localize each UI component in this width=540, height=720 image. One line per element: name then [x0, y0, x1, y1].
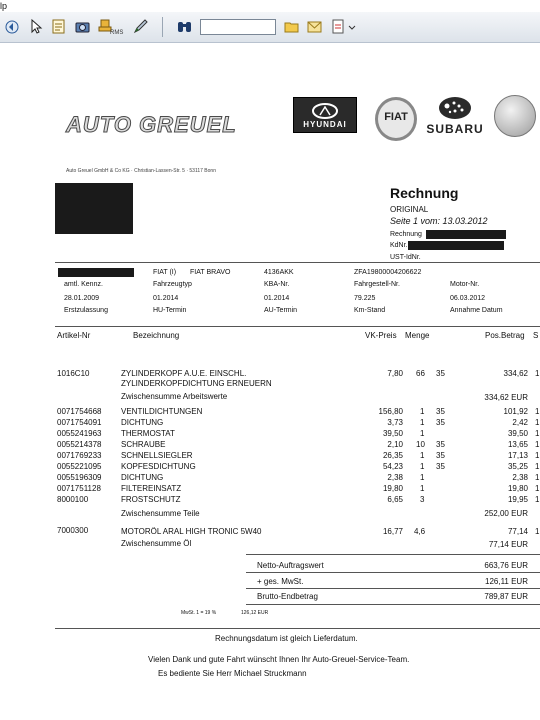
article-number: 0071769233: [57, 451, 102, 460]
invoice-number-label: Rechnung: [390, 231, 422, 238]
unit-price: 26,35: [382, 451, 403, 460]
unit-price: 2,38: [387, 473, 403, 482]
position-amount: 17,13: [507, 451, 528, 460]
row-flag: 1: [535, 407, 540, 416]
unit-price: 6,65: [387, 495, 403, 504]
divider-line: [246, 604, 540, 605]
position-amount: 334,62: [503, 369, 528, 378]
brand-name-subaru: SUBARU: [426, 122, 484, 136]
item-description: SCHNELLSIEGLER: [121, 451, 193, 460]
column-header-price: VK-Preis: [365, 331, 397, 340]
quantity: 1: [420, 429, 425, 438]
label-vin: Fahrgestell-Nr.: [354, 281, 400, 288]
gross-amount: 789,87 EUR: [484, 592, 528, 601]
position-amount: 35,25: [507, 462, 528, 471]
row-flag: 1: [535, 369, 540, 378]
column-header-description: Bezeichnung: [133, 331, 180, 340]
divider-line: [246, 588, 540, 589]
toolbar: [0, 12, 540, 43]
quantity: 1: [420, 407, 425, 416]
tax-code: 35: [436, 407, 445, 416]
item-description: SCHRAUBE: [121, 440, 166, 449]
vehicle-vin: ZFA19800004206622: [354, 269, 422, 276]
toolbar-separator: [162, 17, 163, 37]
company-logo-text: AUTO GREUEL: [66, 112, 237, 137]
label-vehicle-type: Fahrzeugtyp: [153, 281, 192, 288]
article-number: 0071754668: [57, 407, 102, 416]
vat-breakdown-amount: 126,12 EUR: [241, 610, 269, 616]
redacted-invoice-number: [426, 230, 506, 239]
customer-number-label: KdNr.: [390, 242, 408, 249]
position-amount: 2,38: [512, 473, 528, 482]
unit-price: 54,23: [382, 462, 403, 471]
divider-line: [55, 628, 540, 629]
label-engine-number: Motor-Nr.: [450, 281, 480, 288]
item-description: ZYLINDERKOPFDICHTUNG ERNEUERN: [121, 379, 272, 388]
unit-price: 16,77: [382, 527, 403, 536]
vat-label: + ges. MwSt.: [257, 577, 304, 586]
mileage: 79.225: [354, 295, 376, 302]
subtotal-label: Zwischensumme Teile: [121, 509, 200, 518]
article-number: 0055196309: [57, 473, 102, 482]
label-license-plate: amtl. Kennz.: [64, 281, 103, 288]
row-flag: 1: [535, 527, 540, 536]
window-title: lp: [0, 0, 540, 12]
document-icon[interactable]: [50, 18, 67, 35]
subtotal-amount: 252,00 EUR: [484, 509, 528, 518]
article-number: 0071751128: [57, 484, 101, 493]
item-description: THERMOSTAT: [121, 429, 175, 438]
position-amount: 19,95: [507, 495, 528, 504]
article-number: 0071754091: [57, 418, 102, 427]
quantity: 66: [416, 369, 425, 378]
search-field[interactable]: [200, 19, 276, 35]
quantity: 1: [420, 462, 425, 471]
redacted-recipient-address: [55, 183, 133, 234]
article-number: 0055241963: [57, 429, 102, 438]
vehicle-make: FIAT (I): [153, 269, 177, 276]
footer-served-by: Es bediente Sie Herr Michael Struckmann: [158, 669, 307, 678]
divider-line: [55, 326, 540, 327]
brand-name-fiat: FIAT: [384, 111, 408, 123]
position-amount: 39,50: [507, 429, 528, 438]
position-amount: 13,65: [507, 440, 528, 449]
position-amount: 19,80: [507, 484, 528, 493]
round-emblem-logo: [494, 95, 536, 137]
quantity: 3: [420, 495, 425, 504]
camera-icon[interactable]: [74, 18, 91, 35]
pen-icon[interactable]: [132, 18, 149, 35]
item-description: DICHTUNG: [121, 473, 164, 482]
subtotal-amount: 334,62 EUR: [484, 393, 528, 402]
unit-price: 19,80: [382, 484, 403, 493]
folder-icon[interactable]: [283, 18, 300, 35]
au-date: 01.2014: [264, 295, 290, 302]
hu-date: 01.2014: [153, 295, 179, 302]
column-header-position-amount: Pos.Betrag: [485, 331, 525, 340]
invoice-original: ORIGINAL: [390, 205, 429, 214]
item-description: KOPFESDICHTUNG: [121, 462, 196, 471]
row-flag: 1: [535, 462, 540, 471]
tax-code: 35: [436, 369, 445, 378]
label-hu-date: HU-Termin: [153, 307, 187, 314]
item-description: FROSTSCHUTZ: [121, 495, 181, 504]
label-au-date: AU-Termin: [264, 307, 298, 314]
quantity: 1: [420, 484, 425, 493]
column-header-article: Artikel-Nr: [57, 331, 91, 340]
quantity: 4,6: [414, 527, 426, 536]
divider-line: [246, 554, 540, 555]
net-amount: 663,76 EUR: [484, 561, 528, 570]
article-number: 7000300: [57, 526, 89, 535]
net-amount-label: Netto-Auftragswert: [257, 561, 324, 570]
item-description: ZYLINDERKOPF A.U.E. EINSCHL.: [121, 369, 247, 378]
article-number: 0055221095: [57, 462, 102, 471]
unit-price: 7,80: [387, 369, 403, 378]
vat-id-label: UST-IdNr.: [390, 254, 421, 261]
redacted-license-plate: [58, 268, 134, 277]
brand-name-hyundai: HYUNDAI: [303, 120, 347, 129]
column-header-s: S: [533, 331, 539, 340]
item-description: VENTILDICHTUNGEN: [121, 407, 203, 416]
subtotal-amount: 77,14 EUR: [488, 540, 528, 549]
item-description: FILTEREINSATZ: [121, 484, 182, 493]
first-registration-date: 28.01.2009: [64, 295, 100, 302]
quantity: 10: [416, 440, 425, 449]
article-number: 8000100: [57, 495, 89, 504]
row-flag: 1: [535, 451, 540, 460]
cursor-icon[interactable]: [27, 18, 44, 35]
unit-price: 3,73: [387, 418, 403, 427]
item-description: MOTORÖL ARAL HIGH TRONIC 5W40: [121, 527, 262, 536]
binoculars-icon[interactable]: [176, 18, 193, 35]
hyundai-logo: [293, 97, 357, 133]
quantity: 1: [420, 451, 425, 460]
quantity: 1: [420, 418, 425, 427]
label-first-registration: Erstzulassung: [64, 307, 108, 314]
stamp-label: RMS: [110, 30, 124, 35]
unit-price: 39,50: [382, 429, 403, 438]
tax-code: 35: [436, 462, 445, 471]
column-header-quantity: Menge: [405, 331, 430, 340]
document-page: [0, 43, 540, 720]
divider-line: [246, 572, 540, 573]
row-flag: 1: [535, 495, 540, 504]
position-amount: 101,92: [503, 407, 528, 416]
position-amount: 77,14: [507, 527, 528, 536]
acceptance-date: 06.03.2012: [450, 295, 486, 302]
subaru-logo: [424, 95, 486, 139]
tax-code: 35: [436, 418, 445, 427]
label-kba-number: KBA-Nr.: [264, 281, 290, 288]
row-flag: 1: [535, 418, 540, 427]
sender-address: Auto Greuel GmbH & Co KG · Christian-Lassen-Str. 5 · 53117 Bonn: [66, 168, 216, 174]
vehicle-kba-number: 4136AKK: [264, 269, 294, 276]
invoice-title: Rechnung: [390, 185, 459, 201]
gross-amount-label: Brutto-Endbetrag: [257, 592, 318, 601]
subtotal-label: Zwischensumme Öl: [121, 539, 192, 548]
footer-delivery-note: Rechnungsdatum ist gleich Lieferdatum.: [215, 634, 358, 643]
envelope-icon[interactable]: [306, 18, 323, 35]
vehicle-model: FIAT BRAVO: [190, 269, 231, 276]
row-flag: 1: [535, 429, 540, 438]
item-description: DICHTUNG: [121, 418, 164, 427]
row-flag: 1: [535, 484, 540, 493]
attach-icon[interactable]: [330, 18, 356, 35]
position-amount: 2,42: [512, 418, 528, 427]
unit-price: 2,10: [387, 440, 403, 449]
row-flag: 1: [535, 440, 540, 449]
vat-amount: 126,11 EUR: [485, 577, 528, 586]
tax-code: 35: [436, 440, 445, 449]
stamp-icon[interactable]: [98, 18, 124, 35]
back-icon[interactable]: [4, 18, 21, 35]
unit-price: 156,80: [378, 407, 403, 416]
vat-breakdown-label: MwSt. 1 = 19 %: [181, 610, 217, 616]
label-mileage: Km-Stand: [354, 307, 386, 314]
fiat-logo: [375, 97, 417, 141]
footer-thanks: Vielen Dank und gute Fahrt wünscht Ihnen Ihr Auto-Greuel-Service-Team.: [148, 655, 410, 664]
redacted-customer-number: [408, 241, 504, 250]
subtotal-label: Zwischensumme Arbeitswerte: [121, 392, 228, 401]
tax-code: 35: [436, 451, 445, 460]
divider-line: [55, 262, 540, 263]
article-number: 0055214378: [57, 440, 102, 449]
quantity: 1: [420, 473, 425, 482]
article-number: 1016C10: [57, 369, 90, 378]
row-flag: 1: [535, 473, 540, 482]
invoice-page-date: Seite 1 vom: 13.03.2012: [390, 216, 488, 226]
label-acceptance-date: Annahme Datum: [450, 307, 503, 314]
